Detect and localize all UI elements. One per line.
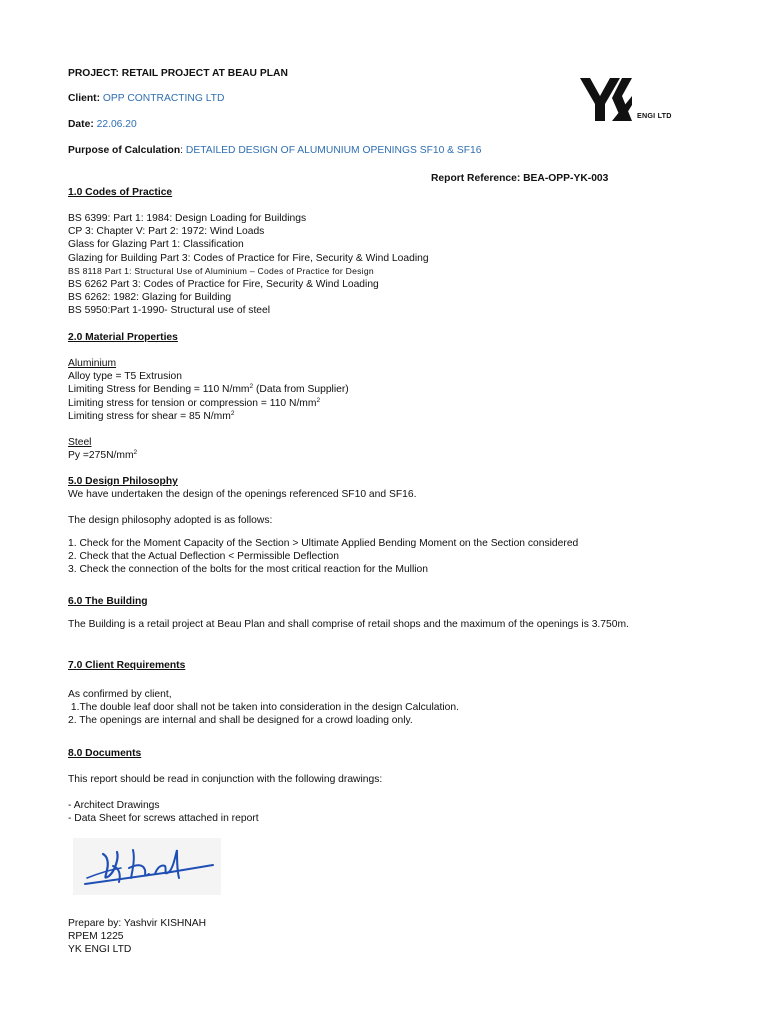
philosophy-heading: 5.0 Design Philosophy xyxy=(68,476,178,487)
list-item: Glazing for Building Part 3: Codes of Practice for Fire, Security & Wind Loading xyxy=(68,252,429,264)
shear-stress-sup: 2 xyxy=(230,409,235,417)
steel-py xyxy=(68,449,137,462)
logo-text: ENGI LTD xyxy=(637,111,672,120)
date-value: 22.06.20 xyxy=(96,119,137,130)
purpose-value: DETAILED DESIGN OF ALUMUNIUM OPENINGS SF10 & SF16 xyxy=(185,145,482,156)
list-item: BS 8118 Part 1: Structural Use of Aluminium – Codes of Practice for Design xyxy=(68,265,374,276)
list-item: 2. Check that the Actual Deflection < Permissible Deflection xyxy=(68,551,340,563)
date-label: Date: xyxy=(68,119,94,130)
shear-stress xyxy=(68,410,349,423)
purpose-separator: : xyxy=(180,145,184,156)
list-item: Glass for Glazing Part 1: Classification xyxy=(68,239,244,251)
documents-heading: 8.0 Documents xyxy=(68,748,142,759)
bending-stress-sup: 2 xyxy=(249,383,254,391)
aluminium-title: Aluminium xyxy=(68,358,117,369)
list-item: - Data Sheet for screws attached in report xyxy=(68,813,259,825)
bending-stress-note: (Data from Supplier) xyxy=(253,384,349,396)
client-label: Client: xyxy=(68,93,101,104)
company-name: YK ENGI LTD xyxy=(68,944,132,956)
rpem-number: RPEM 1225 xyxy=(68,931,124,943)
purpose-label: Purpose of Calculation xyxy=(68,145,181,156)
philosophy-intro: We have undertaken the design of the openings referenced SF10 and SF16. xyxy=(68,489,417,500)
list-item: BS 6399: Part 1: 1984: Design Loading for Buildings xyxy=(68,213,307,224)
materials-heading: 2.0 Material Properties xyxy=(68,332,178,343)
building-text: The Building is a retail project at Beau Plan and shall comprise of retail shops and the maximum of the openings is 3.750m. xyxy=(68,619,629,630)
building-heading: 6.0 The Building xyxy=(68,596,148,607)
list-item: BS 6262: 1982: Glazing for Building xyxy=(68,292,232,304)
signature-icon xyxy=(73,838,221,895)
list-item: 1. Check for the Moment Capacity of the Section > Ultimate Applied Bending Moment on the Section considered xyxy=(68,538,579,549)
documents-intro: This report should be read in conjunction with the following drawings: xyxy=(68,774,383,785)
client-req-intro: As confirmed by client, xyxy=(68,689,172,700)
bending-stress xyxy=(68,383,349,396)
steel-block xyxy=(68,436,137,462)
tension-stress-text: Limiting stress for tension or compression = 110 N/mm xyxy=(68,397,317,409)
list-item: 3. Check the connection of the bolts for the most critical reaction for the Mullion xyxy=(68,564,428,576)
codes-heading: 1.0 Codes of Practice xyxy=(68,187,173,198)
alloy-type: Alloy type = T5 Extrusion xyxy=(68,371,182,383)
tension-stress xyxy=(68,397,349,410)
signature-image xyxy=(73,838,221,895)
list-item: BS 5950:Part 1-1990- Structural use of steel xyxy=(68,305,271,317)
steel-py-sup: 2 xyxy=(133,449,138,457)
tension-stress-sup: 2 xyxy=(316,396,321,404)
documents-list xyxy=(68,799,259,825)
list-item: BS 6262 Part 3: Codes of Practice for Fire, Security & Wind Loading xyxy=(68,279,379,291)
bending-stress-text: Limiting Stress for Bending = 110 N/mm xyxy=(68,384,250,396)
prepared-by: Prepare by: Yashvir KISHNAH xyxy=(68,918,207,929)
steel-py-text: Py =275N/mm xyxy=(68,450,134,462)
philosophy-steps xyxy=(68,537,578,577)
client-req-heading: 7.0 Client Requirements xyxy=(68,660,186,671)
shear-stress-text: Limiting stress for shear = 85 N/mm xyxy=(68,410,231,422)
list-item: 2. The openings are internal and shall be designed for a crowd loading only. xyxy=(68,715,413,727)
report-reference: Report Reference: BEA-OPP-YK-003 xyxy=(431,173,609,184)
codes-list xyxy=(68,212,429,318)
date-line xyxy=(68,118,137,131)
project-title: PROJECT: RETAIL PROJECT AT BEAU PLAN xyxy=(68,68,288,79)
aluminium-block xyxy=(68,357,349,423)
philosophy-adopted: The design philosophy adopted is as follows: xyxy=(68,515,273,526)
list-item: 1.The double leaf door shall not be taken into consideration in the design Calculation. xyxy=(68,702,459,714)
purpose-line xyxy=(68,144,482,157)
list-item: - Architect Drawings xyxy=(68,800,160,811)
list-item: CP 3: Chapter V: Part 2: 1972: Wind Loads xyxy=(68,226,265,238)
prepared-by-block xyxy=(68,917,206,957)
client-line xyxy=(68,92,224,105)
steel-title: Steel xyxy=(68,437,92,448)
client-req-block xyxy=(68,688,459,728)
client-value: OPP CONTRACTING LTD xyxy=(102,93,225,104)
